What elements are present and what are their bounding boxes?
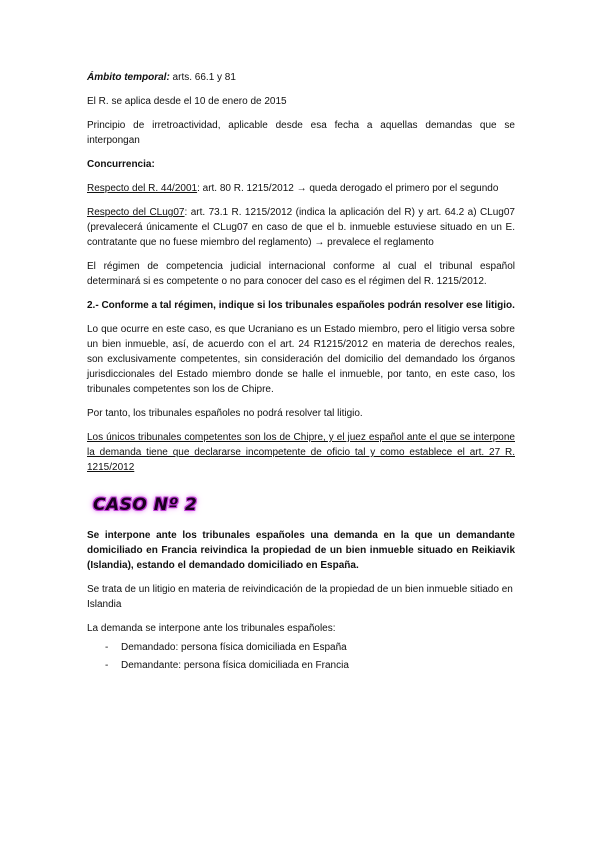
document-body — [87, 70, 515, 676]
caso-2-title-wrapper — [87, 475, 515, 516]
caso-2-paragraph-1: Se trata de un litigio en materia de reivindicación de la propiedad de un bien inmueble sitiado en Islandia — [87, 584, 513, 610]
question-2: 2.- Conforme a tal régimen, indique si los tribunales españoles podrán resolver ese litigio. — [87, 300, 515, 311]
list-item-text: Demandado: persona física domiciliada en España — [121, 642, 347, 653]
caso-2-title: CASO Nº 2 — [93, 495, 198, 515]
r1-underlined-label: Respecto del R. 44/2001 — [87, 183, 198, 194]
dash-bullet-icon: - — [105, 660, 109, 671]
list-item — [87, 640, 515, 655]
ambito-paragraph-2: Principio de irretroactividad, aplicable desde esa fecha a aquellas demandas que se interpongan — [87, 120, 515, 146]
dash-bullet-icon: - — [105, 642, 109, 653]
answer-paragraph-1: Lo que ocurre en este caso, es que Ucraniano es un Estado miembro, pero el litigio versa sobre un bien inmueble, así, de acuerdo con el art. 24 R1215/2012 en materia de derechos reales, son exclusivamente competentes, sin consideración del domicilio del demandado los órganos jurisdiccionales del Estado miembro donde se halle el inmueble, por tanto, en este caso, los tribunales competentes son los de Chipre. — [87, 324, 515, 395]
r2-text-b: prevalece el reglamento — [324, 237, 434, 248]
caso-2-statement: Se interpone ante los tribunales españoles una demanda en la que un demandante domiciliado en Francia reivindica la propiedad de un bien inmueble situado en Reikiavik (Islandia), estando el demandado domiciliado en España. — [87, 530, 515, 571]
answer-paragraph-2: Por tanto, los tribunales españoles no podrá resolver tal litigio. — [87, 408, 363, 419]
list-item-text: Demandante: persona física domiciliada en Francia — [121, 660, 349, 671]
caso-2-paragraph-2: La demanda se interpone ante los tribunales españoles: — [87, 623, 336, 634]
r1-text-b: queda derogado el primero por el segundo — [306, 183, 499, 194]
ambito-temporal-text: arts. 66.1 y 81 — [169, 72, 236, 83]
concurrencia-r1 — [87, 181, 515, 196]
ambito-temporal-line — [87, 70, 515, 85]
parties-list — [87, 640, 515, 673]
arrow-right-icon: → — [314, 237, 325, 248]
concurrencia-conclusion: El régimen de competencia judicial internacional conforme al cual el tribunal español determinará si es competente o no para conocer del caso es el régimen del R. 1215/2012. — [87, 261, 515, 287]
answer-paragraph-3: Los únicos tribunales competentes son los de Chipre, y el juez español ante el que se interpone la demanda tiene que declararse incompetente de oficio tal y como establece el art. 27 R. 1215/2012 — [87, 432, 515, 473]
r1-text-a: : art. 80 R. 1215/2012 — [197, 183, 297, 194]
list-item — [87, 658, 515, 673]
ambito-paragraph-1: El R. se aplica desde el 10 de enero de 2015 — [87, 96, 287, 107]
concurrencia-heading: Concurrencia: — [87, 159, 155, 170]
r2-text-a: : art. 73.1 R. 1215/2012 (indica la aplicación del R) y art. 64.2 a) CLug07 (prevalecerá únicamente el CLug07 en caso de que el b. inmueble estuviese situado en un E. contratante que no fuese miembro del reglamento) — [87, 207, 515, 248]
arrow-right-icon: → — [296, 183, 307, 194]
concurrencia-r2 — [87, 205, 515, 250]
ambito-temporal-label: Ámbito temporal: — [87, 72, 170, 83]
r2-underlined-label: Respecto del CLug07 — [87, 207, 185, 218]
